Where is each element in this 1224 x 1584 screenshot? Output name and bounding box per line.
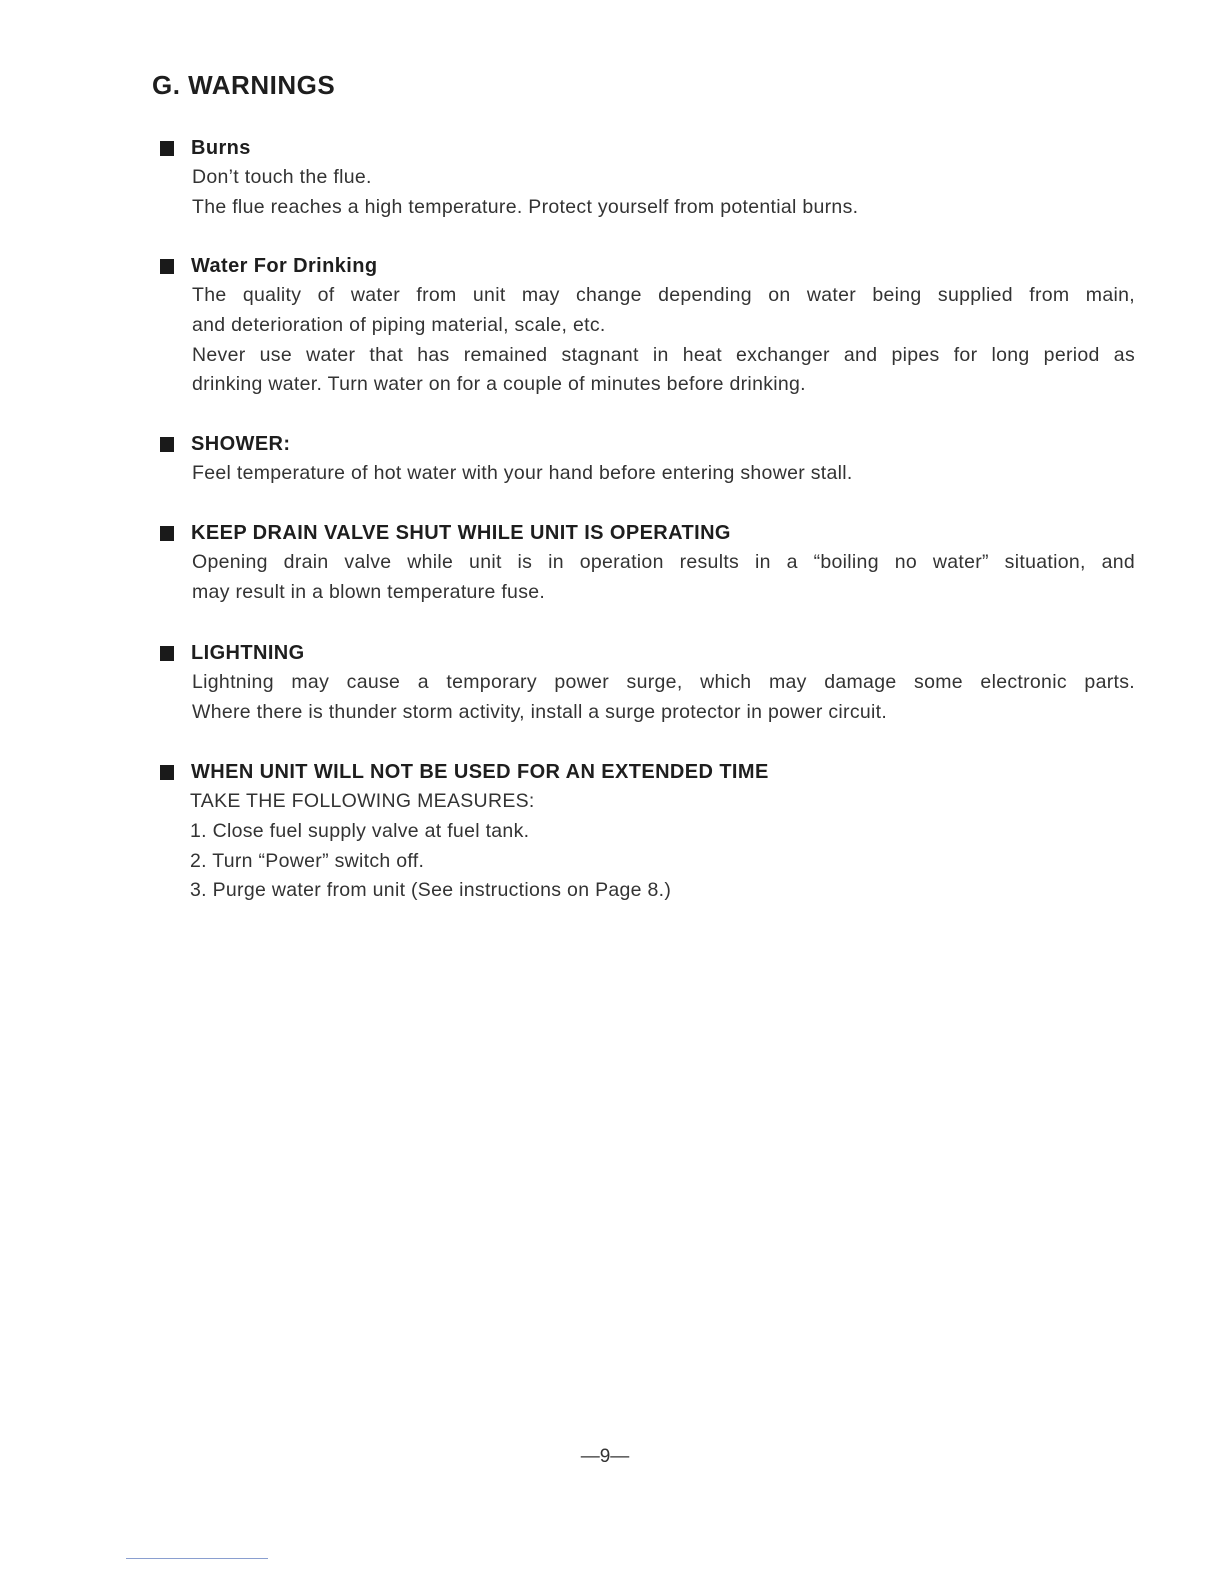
warning-section-extended-time	[160, 757, 1135, 906]
bullet-square-icon	[160, 437, 174, 452]
body-line: Never use water that has remained stagnant in heat exchanger and pipes for long period as	[192, 343, 1135, 366]
section-heading: KEEP DRAIN VALVE SHUT WHILE UNIT IS OPERATING	[191, 521, 731, 544]
body-line: The flue reaches a high temperature. Protect yourself from potential burns.	[192, 195, 859, 218]
body-line: Lightning may cause a temporary power surge, which may damage some electronic parts.	[192, 671, 1135, 693]
bullet-square-icon	[160, 141, 174, 156]
body-line: The quality of water from unit may change depending on water being supplied from main,	[192, 284, 1135, 306]
body-line: drinking water. Turn water on for a couple of minutes before drinking.	[192, 373, 806, 396]
body-line: Don’t touch the flue.	[192, 166, 372, 188]
warning-section-water-for-drinking	[160, 251, 1135, 400]
body-line: may result in a blown temperature fuse.	[192, 580, 546, 603]
list-item: 3. Purge water from unit (See instructions on Page 8.)	[190, 879, 672, 902]
section-heading: Burns	[191, 136, 251, 159]
warning-section-shower	[160, 429, 1135, 489]
section-heading: SHOWER:	[191, 432, 291, 455]
body-line: TAKE THE FOLLOWING MEASURES:	[190, 790, 535, 812]
section-heading: LIGHTNING	[191, 641, 305, 664]
body-line: Opening drain valve while unit is in operation results in a “boiling no water” situation, and	[192, 551, 1135, 573]
section-heading: WHEN UNIT WILL NOT BE USED FOR AN EXTENDED TIME	[191, 760, 769, 783]
body-line: Feel temperature of hot water with your hand before entering shower stall.	[192, 462, 853, 484]
bullet-square-icon	[160, 259, 174, 274]
warning-section-drain-valve	[160, 518, 1135, 608]
page-number: —9—	[580, 1446, 630, 1467]
body-line: and deterioration of piping material, scale, etc.	[192, 313, 606, 336]
list-item: 2. Turn “Power” switch off.	[190, 849, 425, 872]
list-item: 1. Close fuel supply valve at fuel tank.	[190, 819, 530, 842]
section-heading: Water For Drinking	[191, 254, 378, 277]
page-title: G. WARNINGS	[152, 70, 336, 100]
warning-section-burns	[160, 133, 1135, 223]
bullet-square-icon	[160, 526, 174, 541]
body-line: Where there is thunder storm activity, install a surge protector in power circuit.	[192, 700, 888, 723]
warning-section-lightning	[160, 638, 1135, 728]
scan-edge-line	[126, 1558, 268, 1559]
bullet-square-icon	[160, 765, 174, 780]
bullet-square-icon	[160, 646, 174, 661]
